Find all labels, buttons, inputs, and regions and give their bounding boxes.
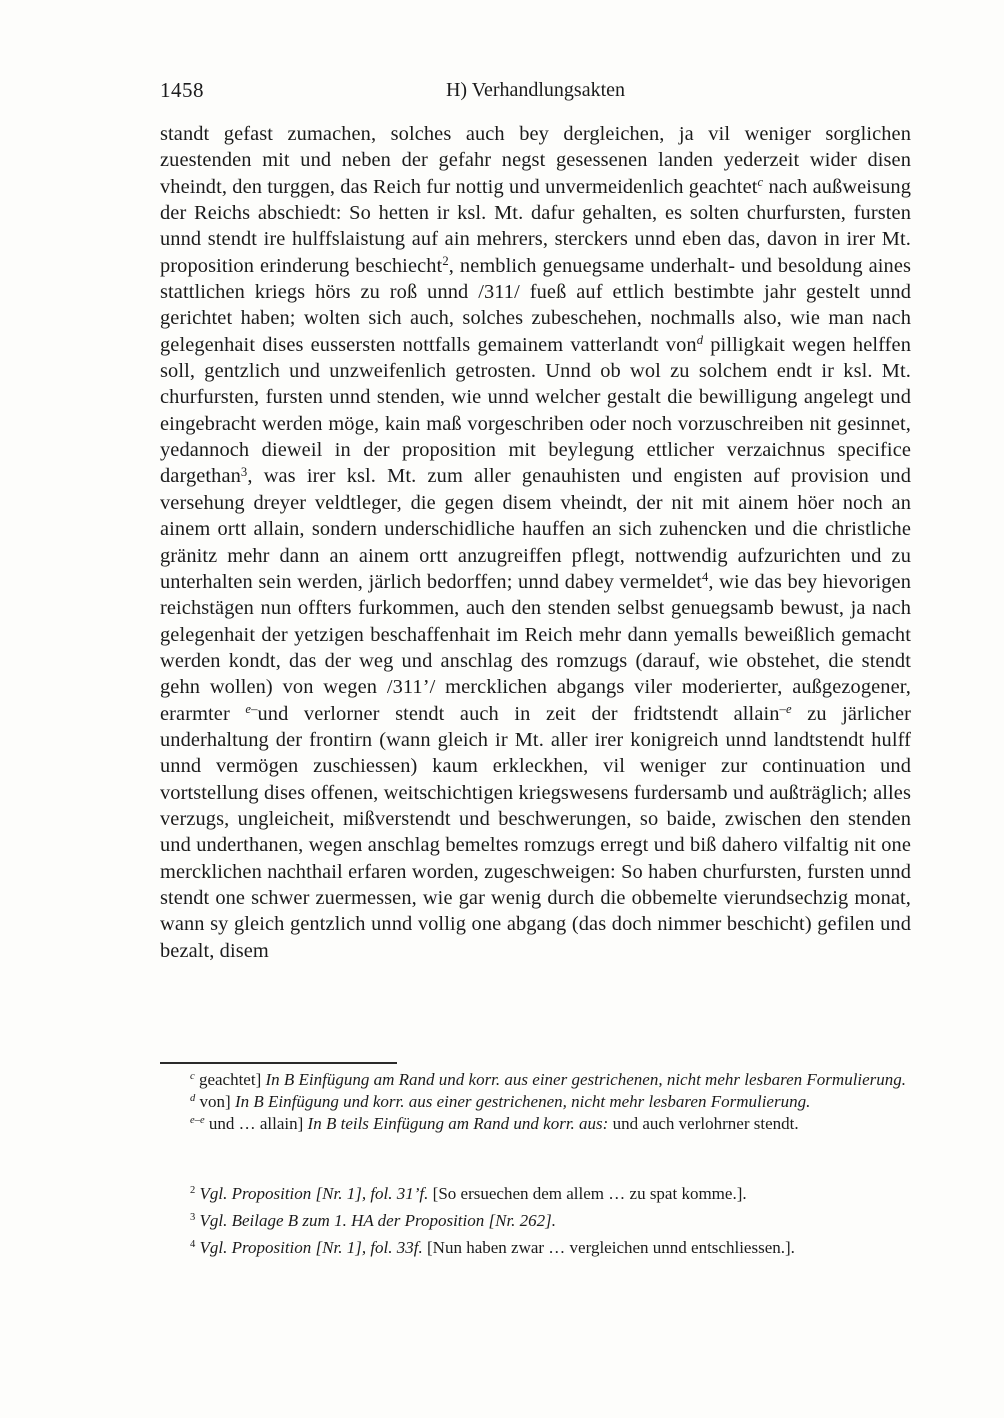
text-segment: , wie das bey hievorigen reichstägen nun offters furkommen, auch den stenden selbst genuegsamb bewust, ja nach gelegenhait der yetzigen beschaffenhait im Reich mehr dann yemalls beweißlich gemacht werden kondt, das der weg und anschlag des romzugs (darauf, wie obstehet, die stendt gehn wollen) von wegen /311’/ mercklichen abgangs viler moderierter, außgezogener, erarmter bbox=[160, 570, 911, 725]
text-segment: und … allain] bbox=[204, 1113, 308, 1133]
critical-apparatus bbox=[160, 1069, 911, 1134]
note-reference-mark: e–e bbox=[190, 1114, 205, 1126]
note-reference-mark: 4 bbox=[190, 1239, 196, 1251]
text-segment: standt gefast zumachen, solches auch bey dergleichen, ja vil weniger sorglichen zuestenden mit und neben der gefahr negst gesessenen landen yederzeit wider disen vheindt, den turggen, das Reich fur nottig und unvermeidenlich geachtet bbox=[160, 123, 911, 198]
text-segment: Vgl. Proposition [Nr. 1], fol. 31’f. bbox=[199, 1184, 433, 1203]
text-segment: [So ersuechen dem allem … zu spat komme.]. bbox=[432, 1184, 747, 1203]
text-segment: In B teils Einfügung am Rand und korr. aus: bbox=[307, 1113, 609, 1133]
text-segment: zu järlicher underhaltung der frontirn (wann gleich ir Mt. aller irer konigreich unnd landtstendt hulff unnd vermögen zuschiessen) kaum erkleckhen, vil weniger zur continuation und vortstellung dises offenen, weitschichtigen kriegswesens furdersamb und außträglich; alles verzugs, ungleicheit, mißverstendt und beschwerungen, so baide, zwischen den stenden und underthanen, wegen anschlag bemeltes romzugs erregt und biß dahero vilfaltig nit one mercklichen nachthail erfaren worden, zugeschweigen: So haben churfursten, fursten unnd stendt one schwer zuermessen, wie gar wenig durch die obbemelte vierundsechzig monat, wann sy gleich gentzlich unnd vollig one abgang (das doch nimmer beschicht) gefilen und bezalt, disem bbox=[160, 702, 911, 962]
note-reference-mark: 3 bbox=[190, 1212, 196, 1224]
text-segment: , nemblich genuegsame underhalt- und besoldung aines stattlichen kriegs hörs zu roß unnd /311/ fueß auf ettlich bestimbte jahr gestelt unnd gerichtet haben; wolten sich auch, solches zubeschehen, nochmalls also, wie man nach gelegenhait dises eussersten nottfalls gemainem vatterlandt von bbox=[160, 254, 911, 356]
apparatus-note-c bbox=[160, 1069, 911, 1091]
text-segment: Vgl. Beilage B zum 1. HA der Proposition [Nr. 262]. bbox=[199, 1211, 557, 1230]
text-segment: und verlorner stendt auch in zeit der fridtstendt allain bbox=[257, 702, 780, 725]
text-segment: Vgl. Proposition [Nr. 1], fol. 33f. bbox=[199, 1238, 427, 1257]
note-reference-mark: c bbox=[757, 174, 764, 189]
note-reference-mark: c bbox=[190, 1071, 195, 1083]
note-reference-mark: 3 bbox=[240, 464, 248, 479]
text-segment: In B Einfügung am Rand und korr. aus einer gestrichenen, nicht mehr lesbaren Formulierung. bbox=[265, 1070, 907, 1089]
numbered-footnotes bbox=[160, 1180, 911, 1261]
text-segment: nach außweisung der Reichs abschiedt: So hetten ir ksl. Mt. dafur gehalten, es solten churfursten, fursten unnd stendt ire hulffslaistung auf ain mehrers, sterckers unnd eben das, davon in irer Mt. proposition erinderung beschiecht bbox=[160, 175, 911, 277]
note-reference-mark: e– bbox=[245, 701, 258, 716]
footnote-4 bbox=[160, 1234, 911, 1261]
page-number: 1458 bbox=[160, 78, 204, 102]
apparatus-note-d bbox=[160, 1091, 911, 1113]
footnote-3 bbox=[160, 1207, 911, 1234]
note-reference-mark: –e bbox=[779, 701, 792, 716]
main-body-text bbox=[160, 121, 911, 964]
footnote-2 bbox=[160, 1180, 911, 1207]
running-head: H) Verhandlungsakten bbox=[445, 79, 626, 101]
note-reference-mark: 2 bbox=[442, 253, 449, 268]
text-segment: , was irer ksl. Mt. zum aller genauhisten und engisten auf provision und versehung dreyer veldtleger, die gegen disem vheindt, der nit mit ainem höer noch an ainem ortt allain, sondern underschidliche hauffen an sich zuhencken und die christliche gränitz mehr dann an ainem ortt anzugreiffen pflegt, nottwendig aufzurichten und zu unterhalten sein werden, järlich bedorffen; unnd dabey vermeldet bbox=[160, 465, 911, 593]
note-reference-mark: d bbox=[696, 332, 704, 347]
text-segment: von] bbox=[195, 1091, 235, 1111]
apparatus-note-e bbox=[160, 1113, 911, 1135]
footnote-separator-rule bbox=[160, 1062, 397, 1064]
text-segment: [Nun haben zwar … vergleichen unnd entschliessen.]. bbox=[427, 1238, 795, 1257]
note-reference-mark: d bbox=[190, 1093, 196, 1104]
page-header bbox=[160, 78, 911, 104]
text-segment: geachtet] bbox=[194, 1070, 266, 1089]
text-segment: pilligkait wegen helffen soll, gentzlich und unzweifenlich getrosten. Unnd ob wol zu solchem endt ir ksl. Mt. churfursten, fursten unnd stenden, wie unnd welcher gestalt die bewilligung angelegt und eingebracht werden möge, kain maß vorgeschriben oder noch vorzuschreiben nit gesinnet, yedannoch dieweil in der proposition mit beylegung ettlicher verzaichnus specifice dargethan bbox=[160, 333, 911, 488]
text-segment: In B Einfügung und korr. aus einer gestrichenen, nicht mehr lesbaren Formulierung. bbox=[234, 1091, 811, 1111]
text-segment: und auch verlohrner stendt. bbox=[608, 1113, 799, 1133]
note-reference-mark: 4 bbox=[701, 569, 709, 584]
note-reference-mark: 2 bbox=[190, 1185, 196, 1197]
